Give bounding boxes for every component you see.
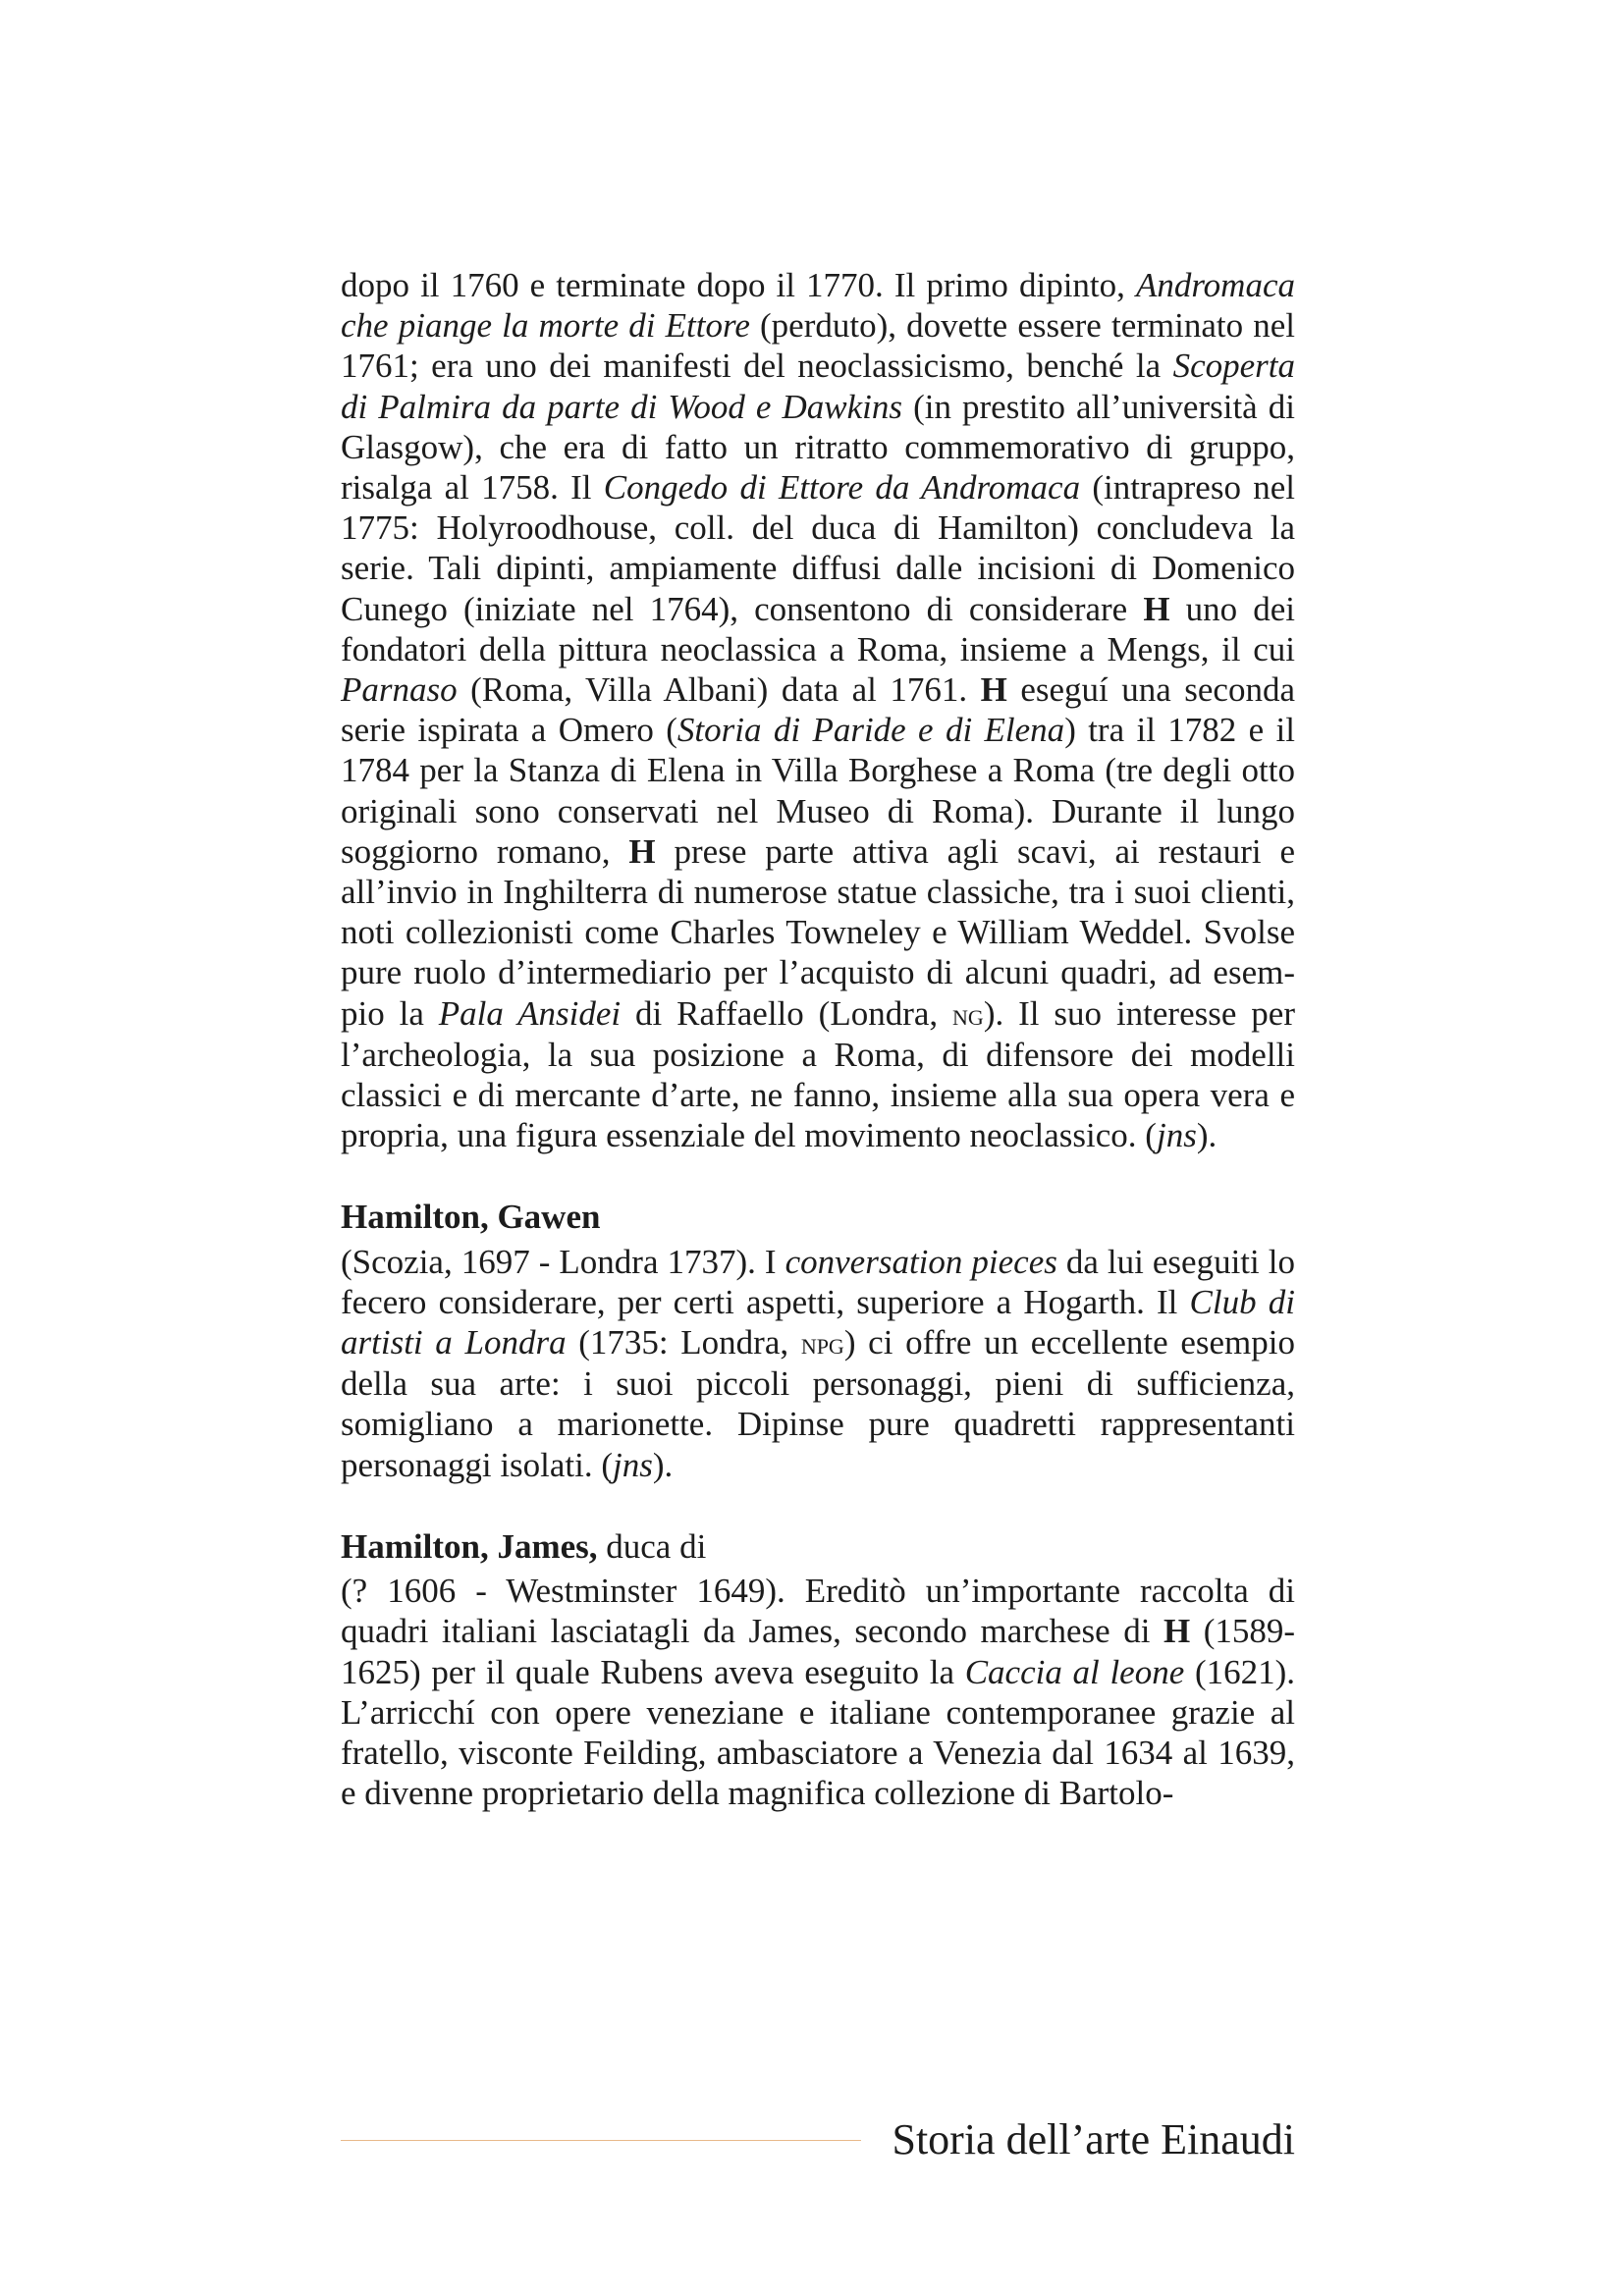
text-run: (in prestito all’università di Glasgow), che era di fatto un ritratto commemorativo di gruppo, risalga al 1758. Il (341, 387, 1296, 507)
museum-abbreviation: ng (952, 996, 984, 1032)
text-run: eseguí una seconda serie ispirata a Omero ( (341, 670, 1295, 750)
artwork-title: Andromaca che piange la morte di Ettore (341, 266, 1295, 346)
artwork-title: Club di artisti a Londra (341, 1282, 1295, 1362)
artwork-title: Parnaso (341, 670, 458, 710)
page-body (341, 265, 1295, 1813)
text-run: (Roma, Villa Albani) data al 1761. (457, 670, 981, 710)
artwork-title: Caccia al leone (964, 1652, 1185, 1691)
text-run: ) ci offre un eccellente esempio della sua arte: i suoi piccoli personaggi, pieni di sufficienza, somigliano a marionette. Dipinse pure quadretti rappresentanti personaggi isolati. ( (341, 1323, 1295, 1484)
text-run: prese parte attiva agli scavi, ai restauri e all’invio in Inghilterra di numerose statue classiche, tra i suoi clienti, noti collezionisti come Charles Towneley e William Weddel. Svolse pure ruolo d’intermediario per l’acquisto di alcuni quadri, ad esempio la (341, 831, 1295, 1033)
text-run: (1621). L’arricchí con opere veneziane e italiane contemporanee grazie al fratello, visconte Feilding, ambasciatore a Venezia dal 1634 al 1639, e divenne proprietario della magnifica collezione di Bartolo- (341, 1652, 1296, 1813)
text-run: dopo il 1760 e terminate dopo il 1770. Il primo dipinto, (341, 266, 1136, 304)
text-run: (intrapreso nel 1775: Holyroodhouse, coll. del duca di Hamilton) concludeva la serie. Tali dipinti, ampiamente diffusi dalle incisioni di Domenico Cunego (iniziate nel 1764), consentono di considerare (341, 468, 1295, 628)
text-run: ) tra il 1782 e il 1784 per la Stanza di Elena in Villa Borghese a Roma (tre degli otto originali sono conservati nel Museo di Roma). Durante il lungo soggiorno romano, (341, 711, 1295, 871)
artist-initial: H (628, 831, 656, 871)
entry-heading-suffix: duca di (597, 1526, 707, 1566)
artwork-title: Scoperta di Palmira da parte di Wood e Dawkins (341, 347, 1295, 426)
entry-gawen-paragraph (341, 1242, 1295, 1485)
text-run: (perduto), dovette essere terminato nel 1761; era uno dei manifesti del neoclassicismo, benché la (341, 306, 1295, 386)
text-run: uno dei fondatori della pittura neoclassica a Roma, insieme a Mengs, il cui (341, 589, 1295, 668)
entry-continuation-paragraph (341, 265, 1295, 1155)
entry-heading-gawen: Hamilton, Gawen (341, 1198, 601, 1237)
text-run: ). Il suo interesse per l’archeologia, la sua posizione a Roma, di difensore dei modelli classici e di mercante d’arte, ne fanno, insieme alla sua opera vera e propria, una figura essenziale del movimento neoclassico. ( (341, 993, 1295, 1155)
text-run: (1589-1625) per il quale Rubens aveva eseguito la (341, 1612, 1296, 1691)
artist-initial: H (1163, 1612, 1191, 1651)
artwork-title: conversation pieces (784, 1242, 1057, 1281)
entry-heading-james (341, 1526, 1295, 1567)
text-run: (1735: Londra, (566, 1323, 801, 1362)
text-run: di Raffaello (Londra, (621, 993, 953, 1033)
text-run: (Scozia, 1697 - Londra 1737). I (341, 1242, 785, 1281)
artist-initial: H (1143, 589, 1170, 628)
text-run: ). (652, 1445, 674, 1484)
page-footer (341, 2110, 1295, 2169)
footer-title: Storia dell’arte Einaudi (892, 2115, 1295, 2163)
text-run: ). (1196, 1116, 1217, 1155)
artwork-title: Storia di Paride e di Elena (676, 711, 1065, 750)
text-run: da lui eseguiti lo fecero considerare, per certi aspetti, superiore a Hogarth. Il (341, 1242, 1295, 1321)
artwork-title: Congedo di Ettore da Andromaca (603, 468, 1081, 507)
author-initials: jns (1156, 1116, 1197, 1155)
text-run: (? 1606 - Westminster 1649). Ereditò un’importante raccolta di quadri italiani lasciatagli da James, secondo marchese di (341, 1572, 1295, 1651)
author-initials: jns (613, 1445, 653, 1484)
footer-divider (341, 2140, 861, 2141)
artwork-title: Pala Ansidei (438, 993, 622, 1033)
artist-initial: H (980, 670, 1007, 710)
entry-heading-name: Hamilton, James, (341, 1526, 598, 1566)
museum-abbreviation: npg (800, 1326, 844, 1362)
entry-james-paragraph (341, 1571, 1295, 1813)
